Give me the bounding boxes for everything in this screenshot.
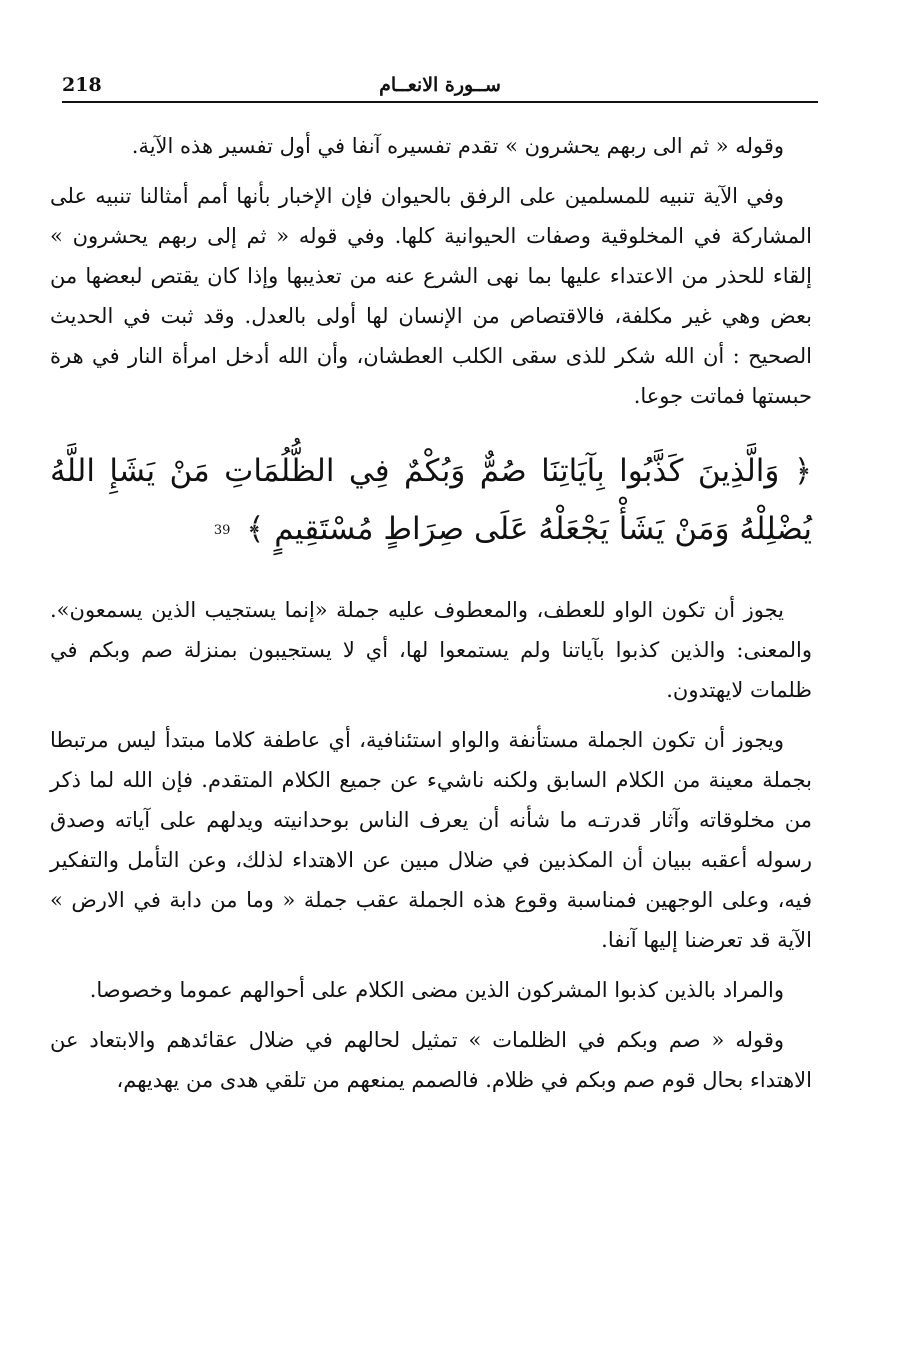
paragraph: والمراد بالذين كذبوا المشركون الذين مضى الكلام على أحوالهم عموما وخصوصا. xyxy=(89,977,784,1002)
verse-number: 39 xyxy=(213,522,231,538)
paragraph: يجوز أن تكون الواو للعطف، والمعطوف عليه جملة «إنما يستجيب الذين يسمعون». والمعنى: والذين كذبوا بآياتنا ولم يستمعوا لها، أي لا يستجيبون بمنزلة صم وبكم في ظلمات لايهتدون. xyxy=(50,597,812,702)
quran-verse xyxy=(50,442,812,560)
paragraph: وقوله « ثم الى ربهم يحشرون » تقدم تفسيره آنفا في أول تفسير هذه الآية. xyxy=(131,134,784,158)
page-number: 218 xyxy=(62,74,102,96)
paragraph: ويجوز أن تكون الجملة مستأنفة والواو استئنافية، أي عاطفة كلاما مبتدأ ليس مرتبطا بجملة معينة من الكلام السابق ولكنه ناشيء عن جميع الكلام المتقدم. فإن الله لما ذكر من مخلوقاته وآثار قدرتـه ما شأنه أن يعرف الناس بوحدانيته ويدلهم على آياته وصدق رسوله أعقبه ببيان أن المكذبين في ضلال مبين عن الاهتداء لذلك، وعن التأمل والتفكير فيه، وعلى الوجهين فمناسبة وقوع هذه الجملة عقب جملة « وما من دابة في الارض » الآية قد تعرضنا إليها آنفا. xyxy=(50,727,812,952)
surah-title: ســورة الانعــام xyxy=(379,74,501,96)
page-header xyxy=(62,70,818,102)
body-text xyxy=(50,126,812,1110)
header-divider xyxy=(62,101,818,103)
paragraph: وفي الآية تنبيه للمسلمين على الرفق بالحيوان فإن الإخبار بأنها أمم أمثالنا تنبيه على المشاركة في المخلوقية وصفات الحيوانية كلها. وفي قوله « ثم إلى ربهم يحشرون » إلقاء للحذر من الاعتداء عليها بما نهى الشرع عنه من تعذيبها وإذا كان يقتص لبعضها من بعض وهي غير مكلفة، فالاقتصاص من الإنسان لها أولى بالعدل. وقد ثبت في الحديث الصحيح : أن الله شكر للذى سقى الكلب العطشان، وأن الله أدخل امرأة النار في هرة حبستها فماتت جوعا. xyxy=(50,184,812,408)
verse-text: ﴿ وَالَّذِينَ كَذَّبُوا بِآيَاتِنَا صُمٌّ وَبُكْمٌ فِي الظُّلُمَاتِ مَنْ يَشَإِ اللَّهُ يُضْلِلْهُ وَمَنْ يَشَأْ يَجْعَلْهُ عَلَى صِرَاطٍ مُسْتَقِيمٍ ﴾ xyxy=(50,453,812,547)
paragraph: وقوله « صم وبكم في الظلمات » تمثيل لحالهم في ضلال عقائدهم والابتعاد عن الاهتداء بحال قوم صم وبكم في ظلام. فالصمم يمنعهم من تلقي هدى من يهديهم، xyxy=(50,1027,812,1092)
